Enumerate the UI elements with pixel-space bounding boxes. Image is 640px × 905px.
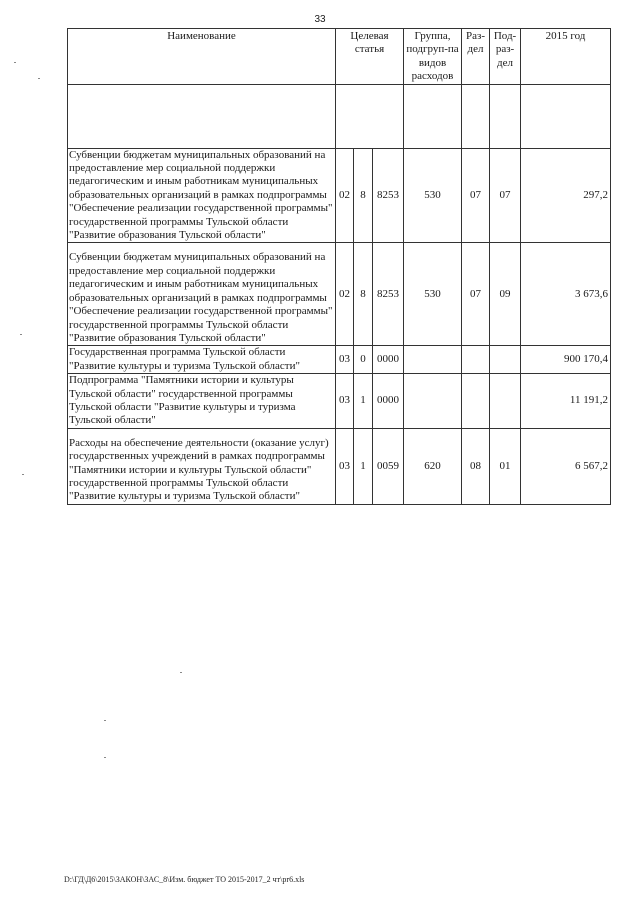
scan-speck <box>180 672 182 673</box>
row-section: 07 <box>462 243 490 346</box>
row-expense-group <box>404 346 462 374</box>
row-subsection: 01 <box>490 428 521 504</box>
budget-table <box>67 28 611 505</box>
row-target-program: 02 <box>336 148 354 243</box>
row-amount: 900 170,4 <box>521 346 611 374</box>
row-target-program: 03 <box>336 346 354 374</box>
row-section: 07 <box>462 148 490 243</box>
row-target-code: 8253 <box>373 148 404 243</box>
row-target-program: 03 <box>336 428 354 504</box>
row-subsection: 07 <box>490 148 521 243</box>
header-year-2015: 2015 год <box>521 29 611 85</box>
header-row <box>68 29 611 85</box>
header-expense-group: Группа, подгруп-па видов расходов <box>404 29 462 85</box>
table-row <box>68 243 611 346</box>
row-amount: 11 191,2 <box>521 374 611 429</box>
row-section: 08 <box>462 428 490 504</box>
header-subsection: Под-раз-дел <box>490 29 521 85</box>
row-amount: 6 567,2 <box>521 428 611 504</box>
header-spacer-row <box>68 84 611 148</box>
row-expense-group: 620 <box>404 428 462 504</box>
header-target-article: Целевая статья <box>336 29 404 85</box>
scan-speck <box>104 757 106 758</box>
row-target-subprogram: 8 <box>354 243 373 346</box>
row-amount: 3 673,6 <box>521 243 611 346</box>
row-name: Подпрограмма "Памятники истории и культуры Тульской области" государственной программы Тульской области "Развитие культуры и туризма Тульской области" <box>68 374 336 429</box>
row-target-subprogram: 1 <box>354 428 373 504</box>
file-path-footer: D:\ГД\Д6\2015\ЗАКОН\ЗАС_8\Изм. бюджет ТО 2015-2017_2 чт\pr6.xls <box>64 875 305 884</box>
row-amount: 297,2 <box>521 148 611 243</box>
row-section <box>462 374 490 429</box>
header-name: Наименование <box>68 29 336 85</box>
row-section <box>462 346 490 374</box>
table-row <box>68 374 611 429</box>
row-target-code: 8253 <box>373 243 404 346</box>
row-target-program: 02 <box>336 243 354 346</box>
row-target-subprogram: 8 <box>354 148 373 243</box>
row-expense-group: 530 <box>404 148 462 243</box>
row-target-code: 0000 <box>373 346 404 374</box>
page-number: 33 <box>314 14 326 25</box>
scan-speck <box>22 474 24 475</box>
row-subsection <box>490 346 521 374</box>
row-expense-group: 530 <box>404 243 462 346</box>
table-row <box>68 346 611 374</box>
row-name: Государственная программа Тульской области "Развитие культуры и туризма Тульской области" <box>68 346 336 374</box>
row-subsection: 09 <box>490 243 521 346</box>
scan-speck <box>14 62 16 63</box>
row-name: Расходы на обеспечение деятельности (оказание услуг) государственных учреждений в рамках подпрограммы "Памятники истории и культуры Тульской области" государственной программы Тульской области "Развитие культуры и туризма Тульской области" <box>68 428 336 504</box>
scan-speck <box>20 334 22 335</box>
table-row <box>68 148 611 243</box>
header-section: Раз-дел <box>462 29 490 85</box>
row-target-program: 03 <box>336 374 354 429</box>
row-name: Субвенции бюджетам муниципальных образований на предоставление мер социальной поддержки педагогическим и иным работникам муниципальных образовательных организаций в рамках подпрограммы "Обеспечение реализации государственной программы" государственной программы Тульской области "Развитие образования Тульской области" <box>68 148 336 243</box>
row-target-code: 0059 <box>373 428 404 504</box>
row-target-code: 0000 <box>373 374 404 429</box>
row-target-subprogram: 1 <box>354 374 373 429</box>
row-target-subprogram: 0 <box>354 346 373 374</box>
scan-speck <box>104 720 106 721</box>
table-row <box>68 428 611 504</box>
scan-speck <box>38 78 40 79</box>
row-expense-group <box>404 374 462 429</box>
row-name: Субвенции бюджетам муниципальных образований на предоставление мер социальной поддержки педагогическим и иным работникам муниципальных образовательных организаций в рамках подпрограммы "Обеспечение реализации государственной программы" государственной программы Тульской области "Развитие образования Тульской области" <box>68 243 336 346</box>
row-subsection <box>490 374 521 429</box>
